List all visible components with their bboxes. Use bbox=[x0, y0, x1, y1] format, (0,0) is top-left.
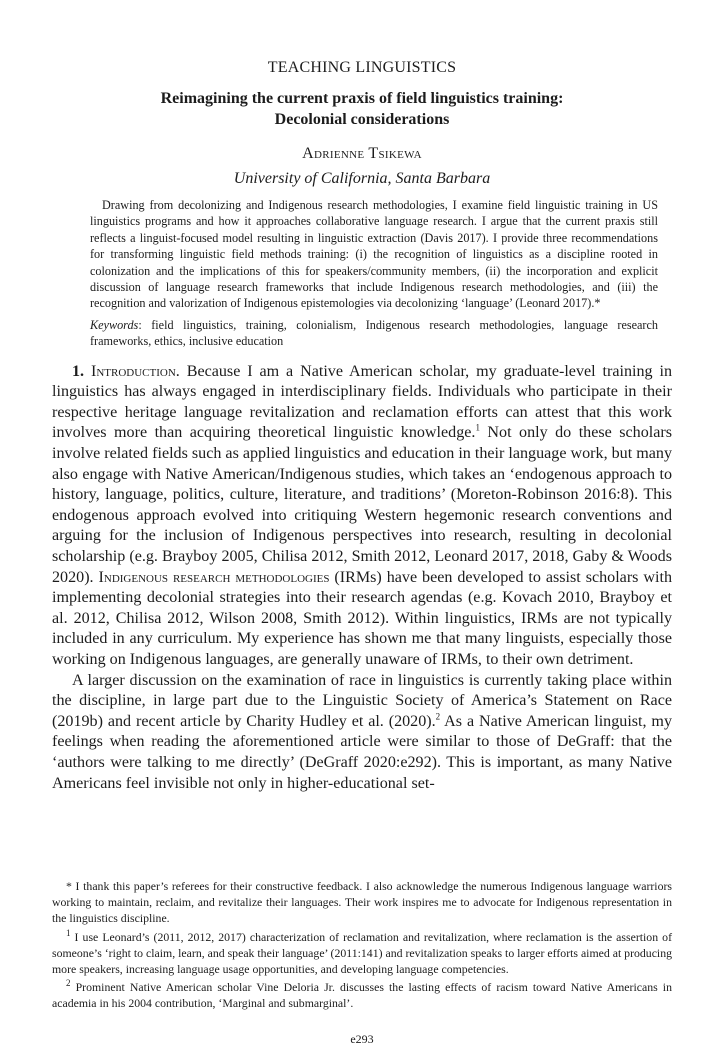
paragraph-1 bbox=[52, 362, 672, 671]
footnote-2-mark: 2 bbox=[66, 978, 71, 989]
keywords-label: Keywords bbox=[90, 317, 139, 332]
page-number: e293 bbox=[350, 1032, 374, 1046]
abstract: Drawing from decolonizing and Indigenous research methodologies, I examine field linguistic training in US linguistics programs and how it approaches collaborative language research. I argue that the current praxis still reflects a linguist-focused model resulting in linguistic extraction (Davis 2017). I provide three recommendations for transforming linguistic field methods training: (i) the recognition of linguistics as a discipline rooted in colonization and the implications of this for speakers/community members, (ii) the incorporation and explicit discussion of language research frameworks that include Indigenous research methodologies, and (iii) the recognition and valorization of Indigenous epistemologies via decolonizing ‘language’ (Leonard 2017).* bbox=[90, 198, 658, 311]
author-name-text: Adrienne Tsikewa bbox=[302, 145, 422, 162]
keywords bbox=[90, 317, 658, 350]
footnote-1-ref[interactable]: 1 bbox=[475, 423, 480, 434]
article-title-line-2: Decolonial considerations bbox=[274, 111, 450, 128]
footnote-2-text: Prominent Native American scholar Vine Deloria Jr. discusses the lasting effects of racism toward Native Americans in academia in his 2004 contribution, ‘Marginal and submarginal’. bbox=[52, 980, 672, 1011]
paragraph-2-text-a: A larger discussion on the examination of race in linguistics is currently taking place within the discipline, in large part due to the Linguistic Society of America’s Statement on Race (2019b) and recent article by Charity Hudley et al. (2020). bbox=[52, 671, 672, 730]
paragraph-2 bbox=[52, 671, 672, 795]
footnotes bbox=[52, 878, 672, 1014]
paragraph-1-text-a: . Because I am a Native American scholar, my graduate-level training in linguistics has always engaged in interdisciplinary fields. Individuals who participate in their respective heritage language revitalization and reclamation efforts can attest that this work involves more than acquiring theoretical linguistic knowledge. bbox=[52, 362, 672, 442]
paragraph-1-text-c: (IRMs) have been developed to assist scholars with implementing decolonial strategies into their research agendas (e.g. Kovach 2010, Brayboy et al. 2012, Chilisa 2012, Wilson 2008, Smith 2012). Within linguistics, IRMs are not typically included in any curriculum. My experience has shown me that many linguists, especially those working on Indigenous languages, are generally unaware of IRMs, to their own detriment. bbox=[52, 568, 672, 668]
section-number: 1. bbox=[72, 362, 85, 380]
article-title-line-1: Reimagining the current praxis of field linguistics training: bbox=[160, 90, 564, 107]
keywords-list: : field linguistics, training, colonialism, Indigenous research methodologies, language research frameworks, ethics, inclusive education bbox=[90, 317, 658, 349]
footnote-1-mark: 1 bbox=[66, 927, 71, 938]
footnote-star: * I thank this paper’s referees for their constructive feedback. I also acknowledge the numerous Indigenous language warriors working to maintain, reclaim, and revitalize their languages. Their work inspires me to advocate for Indigenous representation in the linguistics discipline. bbox=[52, 879, 672, 926]
section-heading: TEACHING LINGUISTICS bbox=[267, 59, 457, 76]
author-name bbox=[52, 144, 672, 164]
section-title: Introduction bbox=[90, 362, 176, 380]
footnote-1-text: I use Leonard’s (2011, 2012, 2017) characterization of reclamation and revitalization, where reclamation is the assertion of someone’s ‘right to claim, learn, and speak their language’ (2011:141) and revitalization speaks to larger efforts aimed at producing more speakers, increasing language usage opportunities, and developing language competencies. bbox=[52, 929, 673, 977]
body-text bbox=[52, 362, 672, 794]
journal-page bbox=[52, 0, 673, 1046]
irm-term: Indigenous research methodologies bbox=[98, 568, 330, 586]
footnote-2-ref[interactable]: 2 bbox=[435, 711, 441, 722]
footnote-1 bbox=[52, 929, 672, 978]
article-title bbox=[52, 88, 672, 130]
author-affiliation: University of California, Santa Barbara bbox=[233, 170, 491, 187]
footnote-2 bbox=[52, 979, 672, 1011]
paragraph-1-text-b: Not only do these scholars involve related fields such as applied linguistics and education in their language work, but many also engage with Native American/Indigenous studies, which takes an ‘endogenous approach to history, language, politics, culture, literature, and traditions’ (Moreton-Robinson 2016:8). This endogenous approach evolved into critiquing Western hegemonic research conventions and arguing for the inclusion of Indigenous perspectives into research, resulting in decolonial scholarship (e.g. Brayboy 2005, Chilisa 2012, Smith 2012, Leonard 2017, 2018, Gaby & Woods 2020). bbox=[52, 424, 672, 586]
paragraph-2-text-b: As a Native American linguist, my feelings when reading the aforementioned article were similar to those of DeGraff: that the ‘authors were talking to me directly’ (DeGraff 2020:e292). This is important, as many Native Americans feel invisible not only in higher-educational set- bbox=[52, 712, 673, 792]
